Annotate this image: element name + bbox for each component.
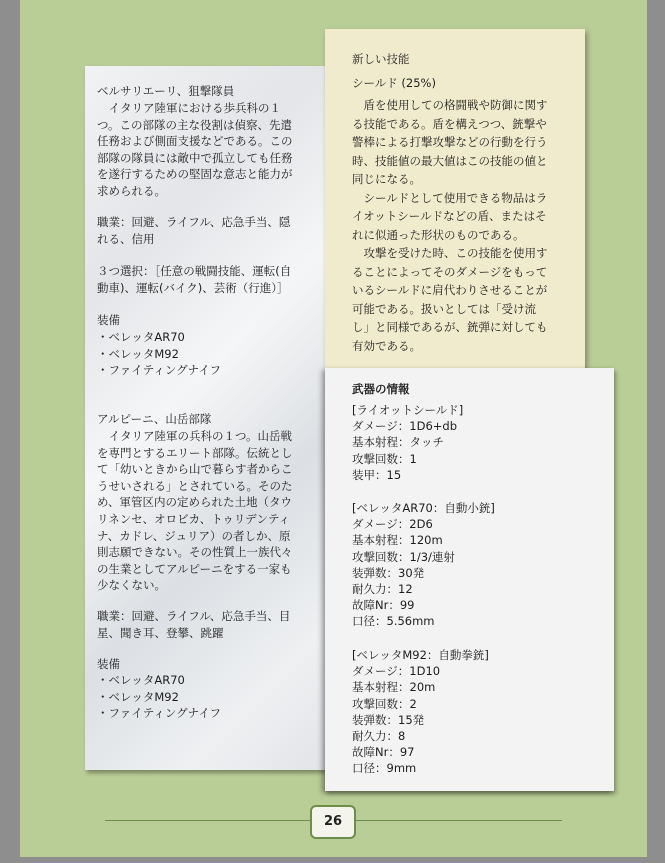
skill-description: ることによってそのダメージをもって <box>352 264 548 279</box>
weapon-stat: ダメージ：1D6+db <box>352 419 457 434</box>
skill-section-header: 新しい技能 <box>352 52 410 66</box>
bersaglieri-description: を遂行するための堅固な意志と能力が <box>97 167 293 182</box>
skill-description: れに似通った形状のものである。 <box>352 227 525 242</box>
skill-description: 盾を使用しての格闘戦や防御に関す <box>352 98 548 112</box>
weapon-stat: 耐久力：12 <box>352 582 413 596</box>
alpini-equipment-item: ・ベレッタAR70 <box>97 673 185 687</box>
skill-description: 警棒による打撃攻撃などの行動を行う <box>352 135 548 149</box>
alpini-description: を専門とするエリート部隊。伝統とし <box>97 445 293 460</box>
weapon-name: [ベレッタAR70：自動小銃] <box>352 501 495 515</box>
footer-rule-right <box>356 820 562 821</box>
bersaglieri-description: つ。この部隊の主な役割は偵察、先遣 <box>97 117 293 132</box>
alpini-description: め、軍管区内の定められた土地（タウ <box>97 495 293 510</box>
bersaglieri-occupation: 職業：回避、ライフル、応急手当、隠 <box>97 215 291 229</box>
skill-description: 時、技能値の最大値はこの技能の値と <box>352 153 548 168</box>
alpini-description: て「幼いときから山で暮らす者からこ <box>97 462 293 477</box>
bersaglieri-equipment-item: ・ベレッタM92 <box>97 346 179 361</box>
bersaglieri-skill-choice: 動車)、運転(バイク)、芸術（行進）］ <box>97 280 289 295</box>
alpini-description: うせいされる」とされている。そのた <box>97 478 293 493</box>
alpini-equipment-item: ・ベレッタM92 <box>97 689 179 704</box>
weapon-section-header: 武器の情報 <box>352 382 410 396</box>
skill-description: イオットシールドなどの盾、またはそ <box>352 209 547 223</box>
alpini-occupation: 職業：回避、ライフル、応急手当、目 <box>97 609 291 623</box>
alpini-description: 則志願できない。その性質上一族代々 <box>97 545 293 560</box>
skill-description: いるシールドに肩代わりさせることが <box>352 283 548 297</box>
bersaglieri-title: ベルサリエーリ、狙撃隊員 <box>97 84 235 98</box>
skill-description: し」と同様であるが、銃弾に対しても <box>352 320 548 334</box>
weapon-name: [ベレッタM92：自動拳銃] <box>352 648 489 662</box>
weapon-stat: 攻撃回数：1 <box>352 451 417 466</box>
bersaglieri-skill-choice: ３つ選択：［任意の戦闘技能、運転(自 <box>97 264 292 278</box>
weapon-name: [ライオットシールド] <box>352 403 464 417</box>
page-number: 26 <box>310 805 356 839</box>
weapon-stat: 口径：5.56mm <box>352 614 435 629</box>
weapon-stat: 基本射程：タッチ <box>352 435 444 450</box>
alpini-equipment-title: 装備 <box>97 657 120 671</box>
weapon-stat: 口径：9mm <box>352 761 417 776</box>
alpini-description: ナ、カドレ、ジュリア）の者しか、原 <box>97 528 291 543</box>
weapon-stat: 装甲：15 <box>352 467 402 482</box>
weapon-stat: 装弾数：30発 <box>352 565 425 580</box>
skill-name: シールド (25%) <box>352 76 436 90</box>
alpini-description: の生業としてアルピーニをする一家も <box>97 561 292 576</box>
alpini-title: アルピーニ、山岳部隊 <box>97 412 212 426</box>
bersaglieri-description: 部隊の隊員には敵中で孤立しても任務 <box>97 150 293 165</box>
alpini-description: イタリア陸軍の兵科の１つ。山岳戦 <box>97 429 293 443</box>
bersaglieri-equipment-item: ・ベレッタAR70 <box>97 330 185 344</box>
weapon-stat: 耐久力：8 <box>352 729 406 743</box>
skill-description: シールドとして使用できる物品はラ <box>352 190 548 205</box>
skill-description: 有効である。 <box>352 338 421 353</box>
weapon-stat: 基本射程：120m <box>352 533 443 548</box>
weapon-stat: 装弾数：15発 <box>352 712 425 727</box>
alpini-equipment-item: ・ファイティングナイフ <box>97 706 221 721</box>
alpini-occupation: 星、聞き耳、登攀、跳躍 <box>97 625 224 640</box>
bersaglieri-equipment-title: 装備 <box>97 313 120 327</box>
skill-description: る技能である。盾を構えつつ、銃撃や <box>352 116 547 131</box>
weapon-stat: 基本射程：20m <box>352 680 436 695</box>
bersaglieri-equipment-item: ・ファイティングナイフ <box>97 363 221 378</box>
skill-description: 同じになる。 <box>352 172 421 186</box>
skill-description: 攻撃を受けた時、この技能を使用す <box>352 246 548 260</box>
skill-description: 可能である。扱いとしては「受け流 <box>352 301 536 316</box>
alpini-description: 少なくない。 <box>97 578 166 593</box>
weapon-stat: 攻撃回数：2 <box>352 696 417 711</box>
weapon-stat: 攻撃回数：1/3/連射 <box>352 549 455 564</box>
weapon-stat: ダメージ：1D10 <box>352 664 441 679</box>
bersaglieri-description: イタリア陸軍における歩兵科の１ <box>97 101 281 115</box>
bersaglieri-occupation: れる、信用 <box>97 231 155 246</box>
footer-rule-left <box>105 820 310 821</box>
bersaglieri-description: 求められる。 <box>97 184 166 198</box>
weapon-stat: 故障Nr：97 <box>352 745 415 760</box>
alpini-description: リネンセ、オロビカ、トゥリデンティ <box>97 512 291 526</box>
bersaglieri-description: 任務および側面支援などである。この <box>97 134 293 149</box>
weapon-stat: 故障Nr：99 <box>352 598 415 613</box>
weapon-stat: ダメージ：2D6 <box>352 517 433 532</box>
